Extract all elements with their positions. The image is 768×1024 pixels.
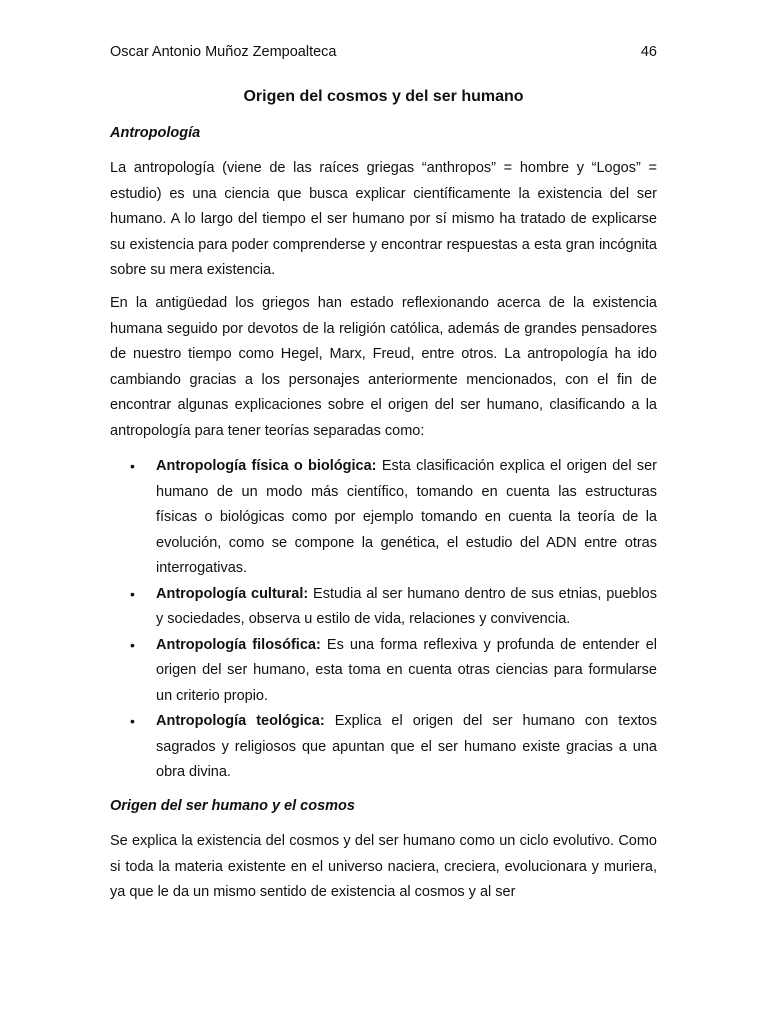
running-header: [110, 42, 657, 62]
section-heading-antropologia: Antropología: [110, 125, 201, 141]
section-heading-origen: Origen del ser humano y el cosmos: [110, 798, 355, 814]
paragraph: Se explica la existencia del cosmos y del ser humano como un ciclo evolutivo. Como si toda la materia existente en el universo naciera, creciera, evolucionara y muriera, ya que le da un mismo sentido de existencia al cosmos y al ser: [110, 833, 657, 900]
list-item: [110, 709, 657, 786]
paragraph: En la antigüedad los griegos han estado reflexionando acerca de la existencia humana seguido por devotos de la religión católica, además de grandes pensadores de nuestro tiempo como Hegel, Marx, Freud, entre otros. La antropología ha ido cambiando gracias a los personajes anteriormente mencionados, con el fin de encontrar algunas explicaciones sobre el origen del ser humano, clasificando a la antropología para tener teorías separadas como:: [110, 295, 657, 439]
header-author: Oscar Antonio Muñoz Zempoalteca: [110, 44, 337, 60]
list-item: [110, 582, 657, 633]
list-item: [110, 633, 657, 710]
page-number: 46: [640, 44, 657, 60]
bullet-icon: •: [130, 636, 135, 653]
list-item-term: Antropología física o biológica:: [156, 458, 377, 474]
classification-list: [110, 454, 657, 786]
bullet-icon: •: [130, 458, 135, 474]
list-item-term: Antropología filosófica:: [156, 636, 321, 653]
list-item-text: Explica el origen del ser humano con textos sagrados y religiosos que apuntan que el ser humano existe gracias a una obra divina.: [156, 713, 657, 780]
list-item-term: Antropología teológica:: [156, 713, 325, 729]
bullet-icon: •: [130, 585, 135, 602]
bullet-icon: •: [130, 713, 135, 729]
page-title: Origen del cosmos y del ser humano: [243, 88, 524, 105]
list-item-text: Estudia al ser humano dentro de sus etnias, pueblos y sociedades, observa u estilo de vida, relaciones y convivencia.: [156, 585, 657, 627]
list-item-text: Es una forma reflexiva y profunda de entender el origen del ser humano, esta toma en cuenta otras ciencias para formularse un criterio propio.: [156, 636, 658, 704]
list-item-term: Antropología cultural:: [156, 585, 309, 602]
list-item: [110, 454, 657, 582]
list-item-text: Esta clasificación explica el origen del ser humano de un modo más científico, tomando en cuenta las estructuras físicas o biológicas como por ejemplo tomando en cuenta la teoría de la evolución, como se compone la genética, el estudio del ADN entre otras interrogativas.: [156, 458, 658, 576]
paragraph: La antropología (viene de las raíces griegas “anthropos” = hombre y “Logos” = estudio) es una ciencia que busca explicar científicamente la existencia del ser humano. A lo largo del tiempo el ser humano por sí mismo ha tratado de explicarse su existencia para poder comprenderse y encontrar respuestas a esta gran incógnita sobre su mera existencia.: [110, 160, 657, 278]
